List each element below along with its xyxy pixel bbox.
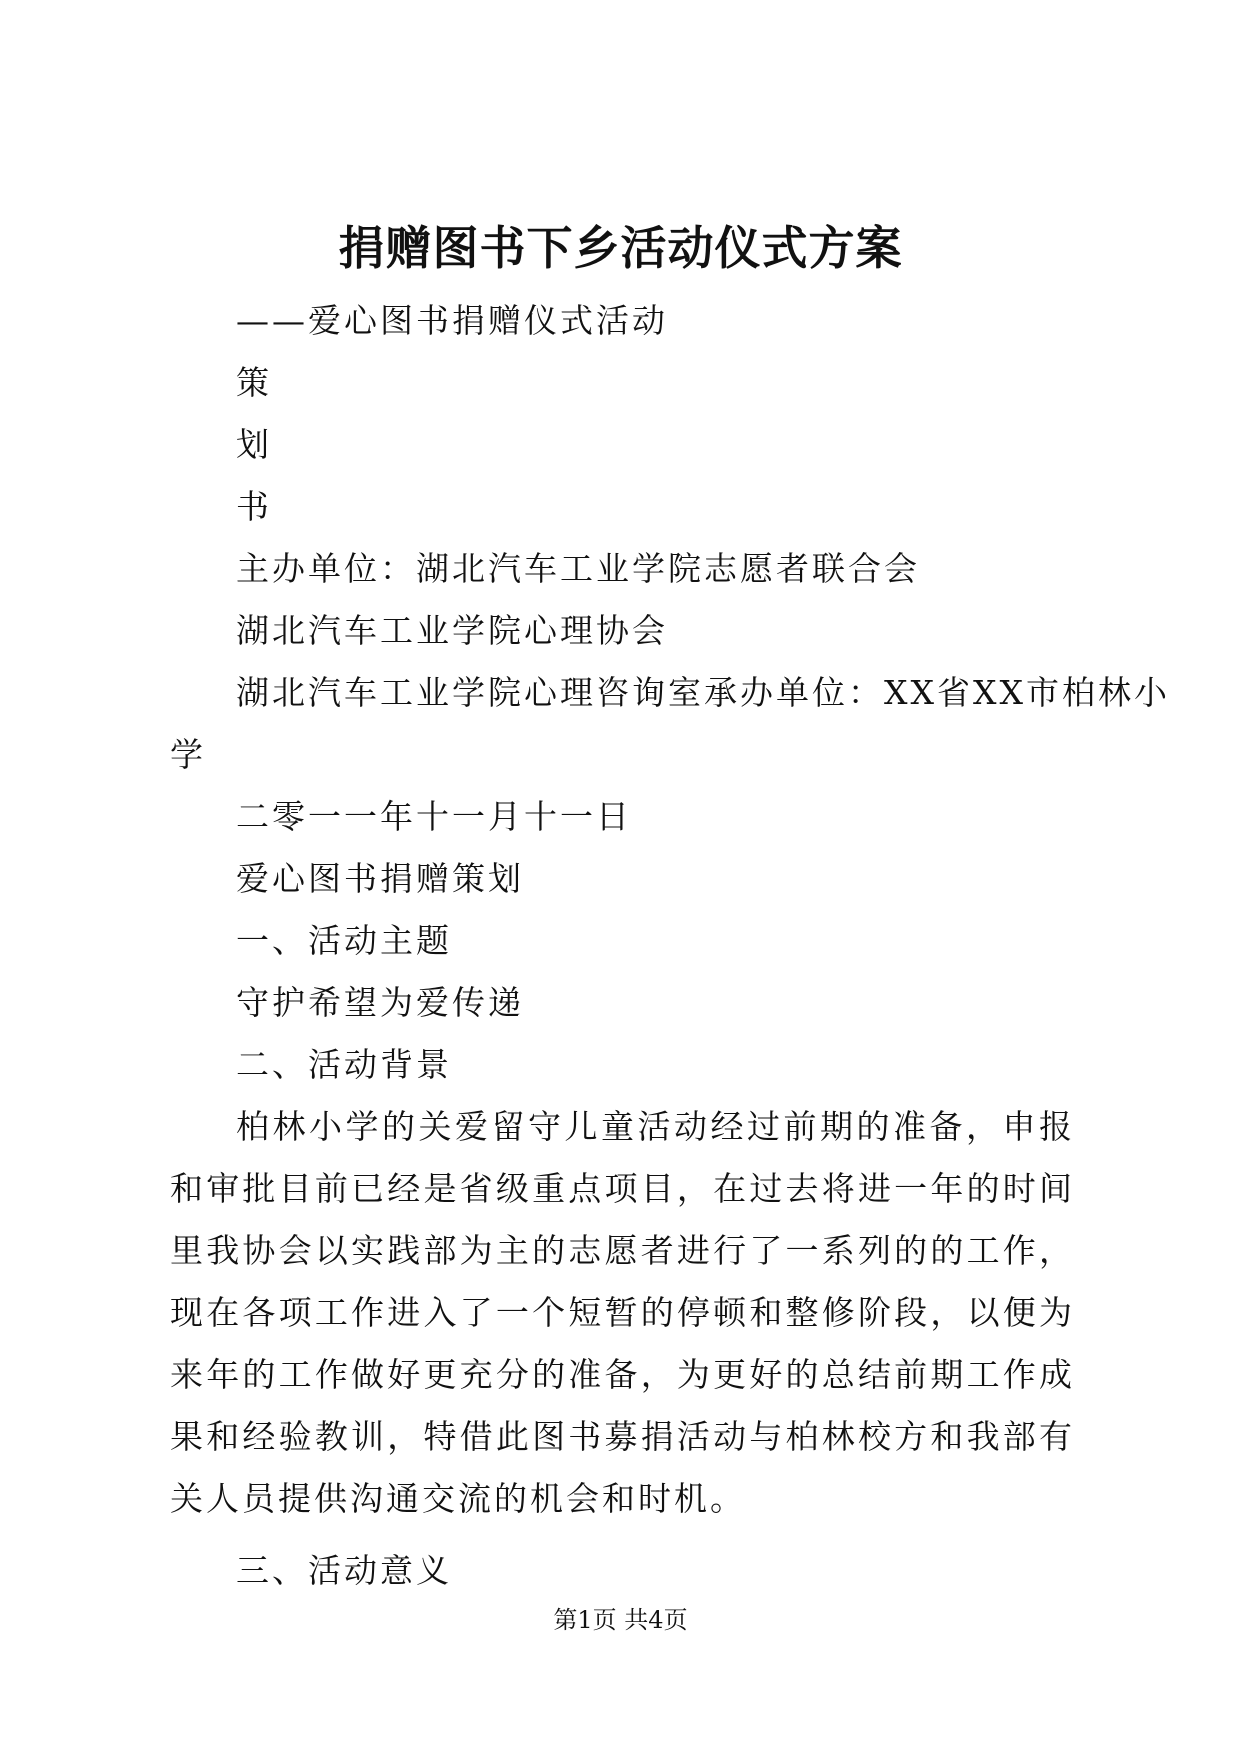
section-3-heading: 三、活动意义 bbox=[236, 1551, 452, 1590]
plan-heading: 爱心图书捐赠策划 bbox=[236, 859, 524, 898]
section-2-paragraph: 柏林小学的关爱留守儿童活动经过前期的准备，申报和审批目前已经是省级重点项目，在过去将进一年的时间里我协会以实践部为主的志愿者进行了一系列的的工作，现在各项工作进入了一个短暂的停顿和整修阶段，以便为来年的工作做好更充分的准备，为更好的总结前期工作成果和经验教训，特借此图书募捐活动与柏林校方和我部有关人员提供沟通交流的机会和时机。 bbox=[170, 1107, 1075, 1518]
document-title: 捐赠图书下乡活动仪式方案 bbox=[338, 221, 903, 275]
organizer-line: 主办单位：湖北汽车工业学院志愿者联合会 bbox=[236, 549, 920, 588]
undertaker-line-continued: 学 bbox=[170, 735, 206, 774]
section-2-heading: 二、活动背景 bbox=[236, 1045, 452, 1084]
document-date: 二零一一年十一月十一日 bbox=[236, 797, 632, 836]
undertaker-line: 湖北汽车工业学院心理咨询室承办单位：XX省XX市柏林小 bbox=[236, 673, 1170, 712]
section-1-text: 守护希望为爱传递 bbox=[236, 983, 524, 1022]
page-footer: 第1页 共4页 bbox=[553, 1606, 688, 1634]
plan-char-1: 策 bbox=[236, 363, 272, 402]
plan-char-3: 书 bbox=[236, 487, 272, 526]
co-organizer-line: 湖北汽车工业学院心理协会 bbox=[236, 611, 668, 650]
section-1-heading: 一、活动主题 bbox=[236, 921, 452, 960]
document-body bbox=[170, 290, 1170, 1602]
subtitle: ——爱心图书捐赠仪式活动 bbox=[236, 301, 668, 340]
plan-char-2: 划 bbox=[236, 425, 272, 464]
